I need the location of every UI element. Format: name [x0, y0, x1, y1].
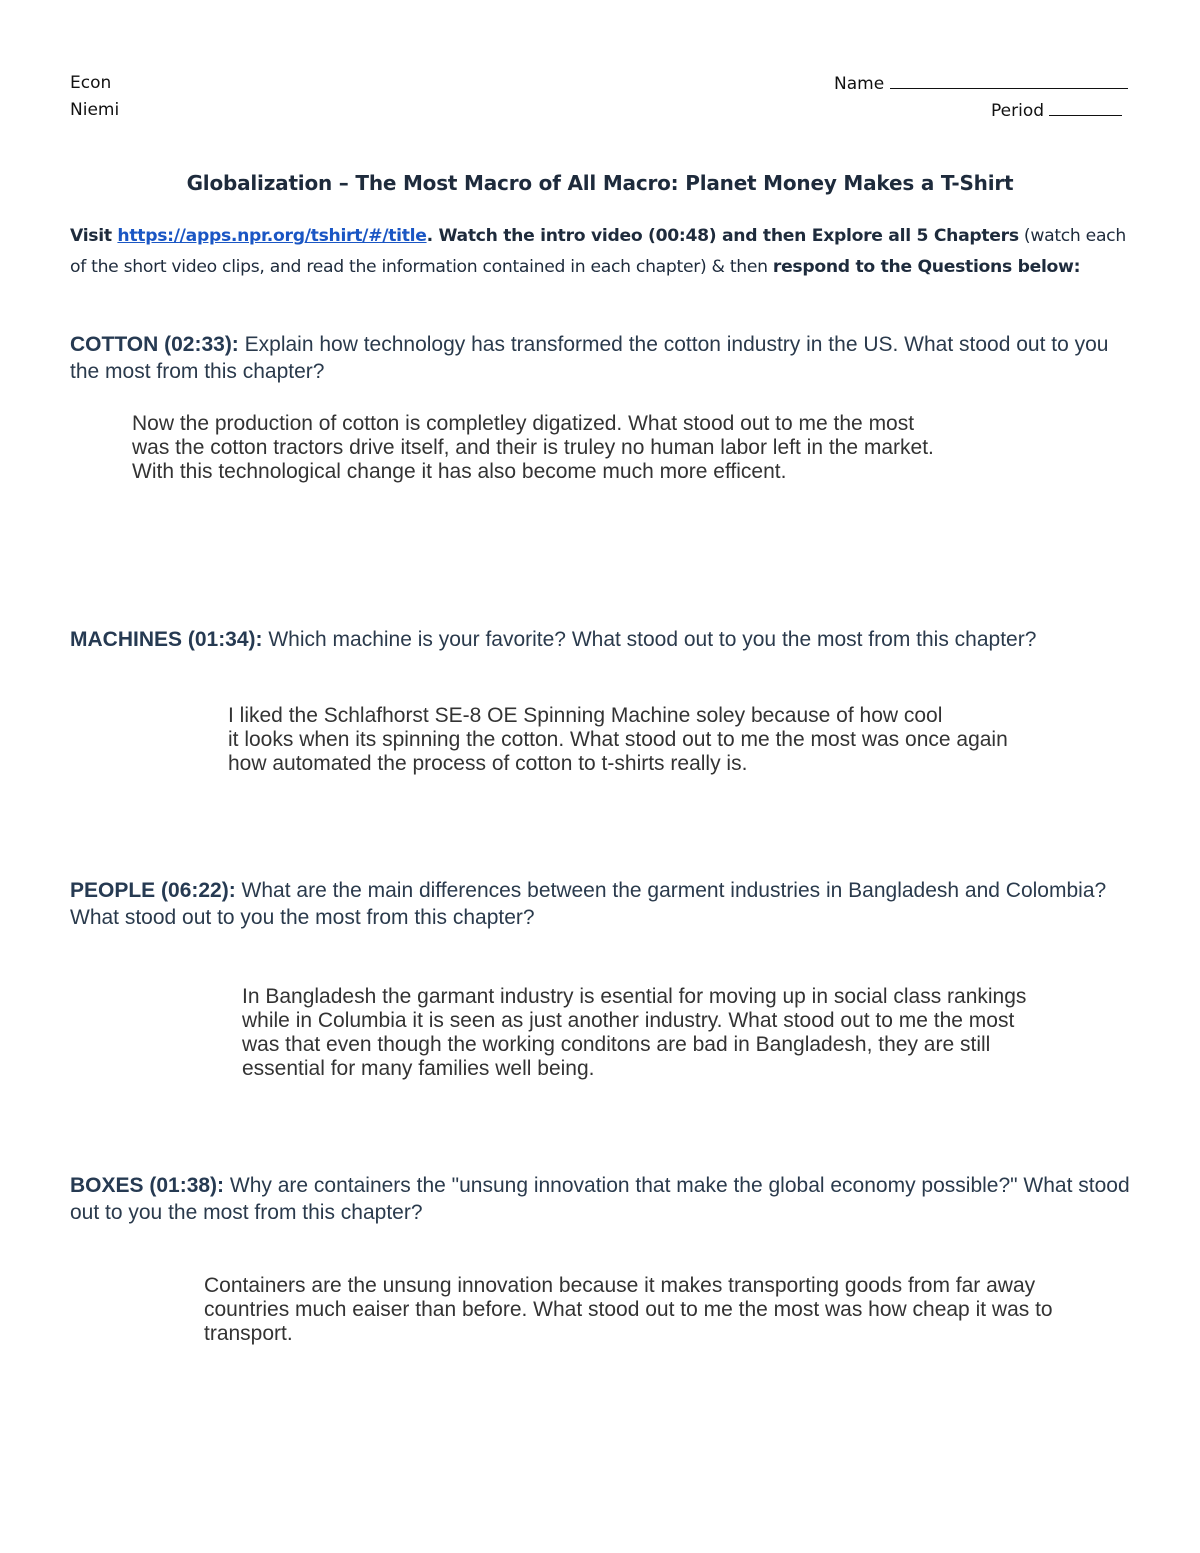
- answer-boxes[interactable]: Containers are the unsung innovation because it makes transporting goods from far away countries much eaiser than before. What stood out to me the most was how cheap it was to transport.: [204, 1274, 1053, 1345]
- name-field: [834, 73, 1128, 94]
- respond-text: respond to the Questions below:: [772, 257, 1081, 277]
- teacher-label: Niemi: [70, 100, 120, 120]
- boxes-heading: BOXES (01:38):: [70, 1174, 225, 1197]
- question-people: [70, 877, 1140, 931]
- visit-text: Visit: [70, 226, 118, 246]
- answer-machines[interactable]: I liked the Schlafhorst SE-8 OE Spinning Machine soley because of how cool it looks when its spinning the cotton. What stood out to me the most was once again how automated the process of cotton to t-shirts really is.: [228, 704, 1008, 775]
- page-title: Globalization – The Most Macro of All Macro: Planet Money Makes a T-Shirt: [186, 171, 1014, 195]
- instructions-part1: . Watch the intro video (00:48) and then: [426, 226, 812, 246]
- explore-text: Explore all 5 Chapters: [811, 226, 1019, 246]
- question-boxes: [70, 1172, 1140, 1226]
- machines-heading: MACHINES (01:34):: [70, 628, 263, 651]
- instructions: [70, 221, 1140, 283]
- period-label: Period: [991, 101, 1050, 121]
- boxes-question-text: Why are containers the "unsung innovation that make the global economy possible?" What stood out to you the most from this chapter?: [70, 1174, 1130, 1224]
- answer-cotton[interactable]: Now the production of cotton is completley digatized. What stood out to me the most was the cotton tractors drive itself, and their is truley no human labor left in the market. With this technological change it has also become much more efficent.: [132, 412, 934, 483]
- question-machines: [70, 626, 1140, 653]
- period-field: [991, 100, 1122, 121]
- name-blank[interactable]: [890, 73, 1128, 89]
- instructions-part2: (watch each of the short video clips, and read the information contained in each chapter) & then: [70, 226, 1126, 277]
- answer-people[interactable]: In Bangladesh the garmant industry is esential for moving up in social class rankings while in Columbia it is seen as just another industry. What stood out to me the most was that even though the working conditons are bad in Bangladesh, they are still essential for many families well being.: [242, 985, 1027, 1080]
- course-label: Econ: [70, 73, 112, 93]
- people-heading: PEOPLE (06:22):: [70, 879, 236, 902]
- cotton-heading: COTTON (02:33):: [70, 333, 239, 356]
- question-cotton: [70, 331, 1140, 385]
- period-blank[interactable]: [1049, 100, 1122, 116]
- machines-question-text: Which machine is your favorite? What stood out to you the most from this chapter?: [262, 628, 1037, 651]
- npr-link[interactable]: https://apps.npr.org/tshirt/#/title: [117, 226, 427, 246]
- cotton-question-text: Explain how technology has transformed the cotton industry in the US. What stood out to you the most from this chapter?: [70, 333, 1109, 383]
- people-question-text: What are the main differences between the garment industries in Bangladesh and Colombia? What stood out to you the most from this chapter?: [70, 879, 1107, 929]
- name-label: Name: [834, 74, 890, 94]
